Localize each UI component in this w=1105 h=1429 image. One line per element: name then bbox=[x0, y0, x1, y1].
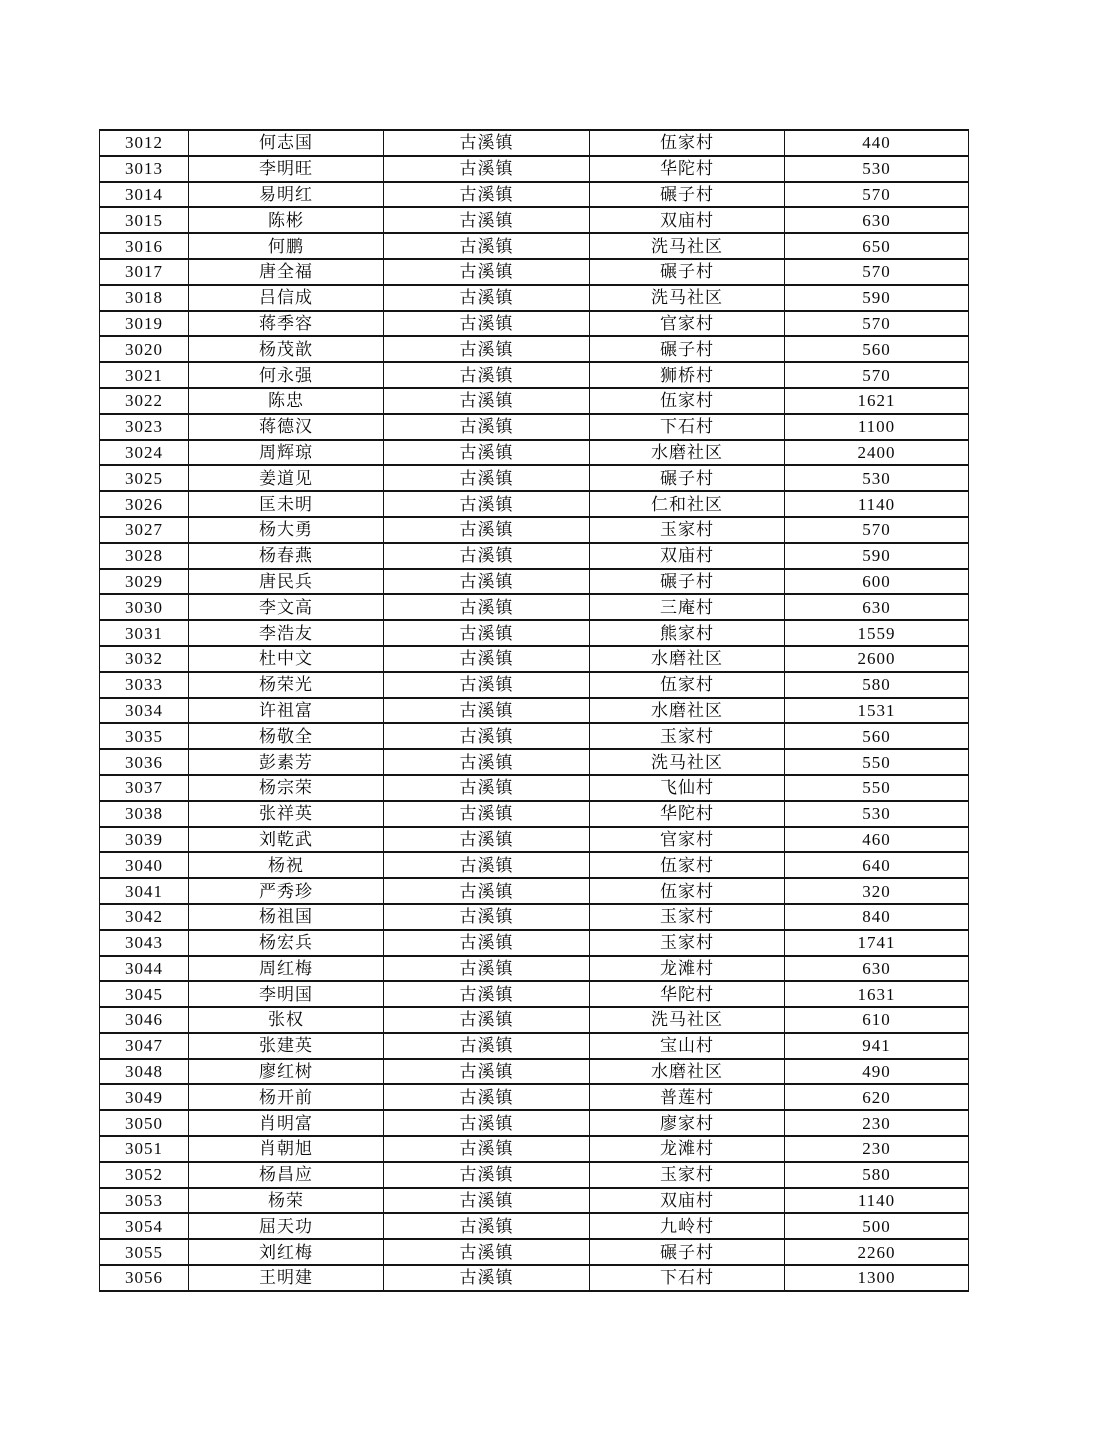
table-row bbox=[100, 285, 969, 311]
cell-town: 古溪镇 bbox=[384, 130, 590, 156]
cell-serial-number: 3053 bbox=[100, 1188, 189, 1214]
cell-town: 古溪镇 bbox=[384, 698, 590, 724]
cell-serial-number: 3052 bbox=[100, 1162, 189, 1188]
table-row bbox=[100, 156, 969, 182]
cell-village: 华陀村 bbox=[590, 156, 785, 182]
cell-serial-number: 3051 bbox=[100, 1136, 189, 1162]
table-row bbox=[100, 878, 969, 904]
cell-amount: 630 bbox=[785, 594, 969, 620]
cell-village: 伍家村 bbox=[590, 852, 785, 878]
cell-amount: 2400 bbox=[785, 440, 969, 466]
cell-person-name: 易明红 bbox=[189, 182, 384, 208]
cell-town: 古溪镇 bbox=[384, 749, 590, 775]
table-row bbox=[100, 1162, 969, 1188]
cell-village: 玉家村 bbox=[590, 904, 785, 930]
cell-serial-number: 3035 bbox=[100, 723, 189, 749]
cell-person-name: 何鹏 bbox=[189, 233, 384, 259]
cell-town: 古溪镇 bbox=[384, 981, 590, 1007]
cell-person-name: 王明建 bbox=[189, 1265, 384, 1291]
cell-serial-number: 3041 bbox=[100, 878, 189, 904]
table-row bbox=[100, 1239, 969, 1265]
cell-serial-number: 3046 bbox=[100, 1007, 189, 1033]
cell-amount: 440 bbox=[785, 130, 969, 156]
table-row bbox=[100, 827, 969, 853]
table-row bbox=[100, 930, 969, 956]
cell-serial-number: 3054 bbox=[100, 1213, 189, 1239]
table-row bbox=[100, 956, 969, 982]
cell-serial-number: 3040 bbox=[100, 852, 189, 878]
table-row bbox=[100, 620, 969, 646]
cell-village: 飞仙村 bbox=[590, 775, 785, 801]
table-row bbox=[100, 1084, 969, 1110]
table-row bbox=[100, 801, 969, 827]
cell-person-name: 杨茂歆 bbox=[189, 336, 384, 362]
cell-person-name: 杨敬全 bbox=[189, 723, 384, 749]
table-row bbox=[100, 1033, 969, 1059]
cell-person-name: 严秀珍 bbox=[189, 878, 384, 904]
cell-person-name: 杨春燕 bbox=[189, 543, 384, 569]
cell-village: 碾子村 bbox=[590, 182, 785, 208]
cell-town: 古溪镇 bbox=[384, 620, 590, 646]
cell-village: 龙滩村 bbox=[590, 1136, 785, 1162]
cell-serial-number: 3031 bbox=[100, 620, 189, 646]
cell-village: 洗马社区 bbox=[590, 1007, 785, 1033]
cell-amount: 530 bbox=[785, 156, 969, 182]
cell-serial-number: 3018 bbox=[100, 285, 189, 311]
cell-serial-number: 3023 bbox=[100, 414, 189, 440]
cell-village: 下石村 bbox=[590, 1265, 785, 1291]
cell-village: 伍家村 bbox=[590, 878, 785, 904]
table-row bbox=[100, 491, 969, 517]
cell-amount: 230 bbox=[785, 1136, 969, 1162]
cell-town: 古溪镇 bbox=[384, 440, 590, 466]
cell-town: 古溪镇 bbox=[384, 594, 590, 620]
cell-serial-number: 3044 bbox=[100, 956, 189, 982]
table-row bbox=[100, 1188, 969, 1214]
cell-serial-number: 3056 bbox=[100, 1265, 189, 1291]
cell-amount: 490 bbox=[785, 1059, 969, 1085]
cell-serial-number: 3021 bbox=[100, 362, 189, 388]
table-row bbox=[100, 517, 969, 543]
cell-village: 洗马社区 bbox=[590, 749, 785, 775]
cell-town: 古溪镇 bbox=[384, 1110, 590, 1136]
cell-person-name: 杨大勇 bbox=[189, 517, 384, 543]
cell-serial-number: 3034 bbox=[100, 698, 189, 724]
cell-person-name: 杨荣 bbox=[189, 1188, 384, 1214]
table-row bbox=[100, 130, 969, 156]
cell-amount: 1100 bbox=[785, 414, 969, 440]
cell-serial-number: 3049 bbox=[100, 1084, 189, 1110]
cell-town: 古溪镇 bbox=[384, 156, 590, 182]
cell-person-name: 张权 bbox=[189, 1007, 384, 1033]
cell-amount: 640 bbox=[785, 852, 969, 878]
cell-person-name: 张建英 bbox=[189, 1033, 384, 1059]
table-row bbox=[100, 569, 969, 595]
cell-person-name: 周红梅 bbox=[189, 956, 384, 982]
table-row bbox=[100, 646, 969, 672]
cell-serial-number: 3055 bbox=[100, 1239, 189, 1265]
cell-town: 古溪镇 bbox=[384, 1162, 590, 1188]
cell-town: 古溪镇 bbox=[384, 311, 590, 337]
cell-village: 洗马社区 bbox=[590, 285, 785, 311]
cell-person-name: 何志国 bbox=[189, 130, 384, 156]
cell-town: 古溪镇 bbox=[384, 1239, 590, 1265]
cell-town: 古溪镇 bbox=[384, 672, 590, 698]
cell-person-name: 蒋德汉 bbox=[189, 414, 384, 440]
cell-person-name: 杨祖国 bbox=[189, 904, 384, 930]
cell-amount: 320 bbox=[785, 878, 969, 904]
cell-town: 古溪镇 bbox=[384, 1084, 590, 1110]
cell-amount: 1631 bbox=[785, 981, 969, 1007]
table-row bbox=[100, 1265, 969, 1291]
cell-village: 官家村 bbox=[590, 311, 785, 337]
cell-village: 廖家村 bbox=[590, 1110, 785, 1136]
cell-village: 伍家村 bbox=[590, 672, 785, 698]
cell-town: 古溪镇 bbox=[384, 517, 590, 543]
table-row bbox=[100, 543, 969, 569]
cell-village: 双庙村 bbox=[590, 207, 785, 233]
table-row bbox=[100, 207, 969, 233]
cell-person-name: 张祥英 bbox=[189, 801, 384, 827]
cell-village: 宝山村 bbox=[590, 1033, 785, 1059]
table-row bbox=[100, 414, 969, 440]
cell-village: 三庵村 bbox=[590, 594, 785, 620]
cell-village: 熊家村 bbox=[590, 620, 785, 646]
table-row bbox=[100, 698, 969, 724]
data-table bbox=[99, 129, 969, 1292]
cell-serial-number: 3012 bbox=[100, 130, 189, 156]
cell-amount: 600 bbox=[785, 569, 969, 595]
table-row bbox=[100, 852, 969, 878]
cell-serial-number: 3042 bbox=[100, 904, 189, 930]
cell-person-name: 唐全福 bbox=[189, 259, 384, 285]
table-row bbox=[100, 749, 969, 775]
cell-person-name: 许祖富 bbox=[189, 698, 384, 724]
cell-person-name: 杨开前 bbox=[189, 1084, 384, 1110]
cell-person-name: 肖朝旭 bbox=[189, 1136, 384, 1162]
cell-amount: 580 bbox=[785, 1162, 969, 1188]
cell-person-name: 杜中文 bbox=[189, 646, 384, 672]
cell-amount: 630 bbox=[785, 207, 969, 233]
cell-town: 古溪镇 bbox=[384, 233, 590, 259]
cell-town: 古溪镇 bbox=[384, 491, 590, 517]
cell-town: 古溪镇 bbox=[384, 801, 590, 827]
cell-village: 华陀村 bbox=[590, 801, 785, 827]
cell-serial-number: 3030 bbox=[100, 594, 189, 620]
cell-town: 古溪镇 bbox=[384, 362, 590, 388]
cell-town: 古溪镇 bbox=[384, 646, 590, 672]
cell-town: 古溪镇 bbox=[384, 388, 590, 414]
table-body bbox=[100, 130, 969, 1291]
cell-amount: 1621 bbox=[785, 388, 969, 414]
cell-serial-number: 3048 bbox=[100, 1059, 189, 1085]
cell-village: 华陀村 bbox=[590, 981, 785, 1007]
cell-village: 水磨社区 bbox=[590, 440, 785, 466]
cell-town: 古溪镇 bbox=[384, 259, 590, 285]
cell-town: 古溪镇 bbox=[384, 1213, 590, 1239]
cell-serial-number: 3028 bbox=[100, 543, 189, 569]
cell-amount: 2260 bbox=[785, 1239, 969, 1265]
table-row bbox=[100, 1007, 969, 1033]
cell-person-name: 杨昌应 bbox=[189, 1162, 384, 1188]
cell-village: 洗马社区 bbox=[590, 233, 785, 259]
cell-amount: 840 bbox=[785, 904, 969, 930]
cell-amount: 1140 bbox=[785, 491, 969, 517]
cell-person-name: 李明旺 bbox=[189, 156, 384, 182]
table-row bbox=[100, 1213, 969, 1239]
cell-serial-number: 3026 bbox=[100, 491, 189, 517]
cell-person-name: 屈天功 bbox=[189, 1213, 384, 1239]
cell-village: 水磨社区 bbox=[590, 1059, 785, 1085]
cell-village: 碾子村 bbox=[590, 259, 785, 285]
cell-person-name: 李文高 bbox=[189, 594, 384, 620]
cell-serial-number: 3033 bbox=[100, 672, 189, 698]
cell-village: 玉家村 bbox=[590, 1162, 785, 1188]
cell-town: 古溪镇 bbox=[384, 723, 590, 749]
cell-serial-number: 3024 bbox=[100, 440, 189, 466]
cell-town: 古溪镇 bbox=[384, 1265, 590, 1291]
cell-amount: 460 bbox=[785, 827, 969, 853]
cell-serial-number: 3037 bbox=[100, 775, 189, 801]
cell-amount: 1559 bbox=[785, 620, 969, 646]
cell-village: 伍家村 bbox=[590, 388, 785, 414]
cell-town: 古溪镇 bbox=[384, 827, 590, 853]
cell-person-name: 陈彬 bbox=[189, 207, 384, 233]
cell-person-name: 杨祝 bbox=[189, 852, 384, 878]
cell-amount: 570 bbox=[785, 182, 969, 208]
table-row bbox=[100, 336, 969, 362]
cell-serial-number: 3013 bbox=[100, 156, 189, 182]
cell-amount: 580 bbox=[785, 672, 969, 698]
cell-town: 古溪镇 bbox=[384, 930, 590, 956]
cell-amount: 1140 bbox=[785, 1188, 969, 1214]
cell-village: 普莲村 bbox=[590, 1084, 785, 1110]
cell-serial-number: 3015 bbox=[100, 207, 189, 233]
cell-town: 古溪镇 bbox=[384, 1136, 590, 1162]
cell-amount: 620 bbox=[785, 1084, 969, 1110]
cell-amount: 570 bbox=[785, 259, 969, 285]
cell-town: 古溪镇 bbox=[384, 543, 590, 569]
cell-person-name: 李明国 bbox=[189, 981, 384, 1007]
cell-person-name: 肖明富 bbox=[189, 1110, 384, 1136]
cell-serial-number: 3039 bbox=[100, 827, 189, 853]
table-row bbox=[100, 1059, 969, 1085]
cell-amount: 570 bbox=[785, 517, 969, 543]
cell-person-name: 何永强 bbox=[189, 362, 384, 388]
cell-amount: 941 bbox=[785, 1033, 969, 1059]
cell-person-name: 蒋季容 bbox=[189, 311, 384, 337]
table-row bbox=[100, 259, 969, 285]
cell-village: 碾子村 bbox=[590, 569, 785, 595]
cell-town: 古溪镇 bbox=[384, 285, 590, 311]
cell-serial-number: 3027 bbox=[100, 517, 189, 543]
cell-amount: 560 bbox=[785, 723, 969, 749]
cell-town: 古溪镇 bbox=[384, 1033, 590, 1059]
cell-amount: 500 bbox=[785, 1213, 969, 1239]
table-row bbox=[100, 904, 969, 930]
cell-amount: 590 bbox=[785, 543, 969, 569]
cell-amount: 610 bbox=[785, 1007, 969, 1033]
cell-village: 官家村 bbox=[590, 827, 785, 853]
cell-town: 古溪镇 bbox=[384, 956, 590, 982]
cell-town: 古溪镇 bbox=[384, 775, 590, 801]
table-row bbox=[100, 775, 969, 801]
table-row bbox=[100, 723, 969, 749]
cell-serial-number: 3032 bbox=[100, 646, 189, 672]
cell-person-name: 杨宏兵 bbox=[189, 930, 384, 956]
table-row bbox=[100, 465, 969, 491]
cell-amount: 530 bbox=[785, 465, 969, 491]
cell-serial-number: 3047 bbox=[100, 1033, 189, 1059]
cell-amount: 570 bbox=[785, 362, 969, 388]
cell-amount: 630 bbox=[785, 956, 969, 982]
cell-amount: 550 bbox=[785, 775, 969, 801]
table-row bbox=[100, 440, 969, 466]
table-row bbox=[100, 1110, 969, 1136]
cell-town: 古溪镇 bbox=[384, 1059, 590, 1085]
cell-village: 下石村 bbox=[590, 414, 785, 440]
cell-person-name: 唐民兵 bbox=[189, 569, 384, 595]
table-row bbox=[100, 981, 969, 1007]
cell-person-name: 吕信成 bbox=[189, 285, 384, 311]
cell-serial-number: 3025 bbox=[100, 465, 189, 491]
cell-village: 仁和社区 bbox=[590, 491, 785, 517]
cell-person-name: 陈忠 bbox=[189, 388, 384, 414]
cell-amount: 1741 bbox=[785, 930, 969, 956]
cell-town: 古溪镇 bbox=[384, 1188, 590, 1214]
cell-village: 玉家村 bbox=[590, 930, 785, 956]
cell-amount: 230 bbox=[785, 1110, 969, 1136]
cell-village: 碾子村 bbox=[590, 336, 785, 362]
cell-serial-number: 3029 bbox=[100, 569, 189, 595]
cell-town: 古溪镇 bbox=[384, 414, 590, 440]
cell-village: 伍家村 bbox=[590, 130, 785, 156]
table-row bbox=[100, 182, 969, 208]
cell-amount: 560 bbox=[785, 336, 969, 362]
cell-serial-number: 3019 bbox=[100, 311, 189, 337]
cell-serial-number: 3016 bbox=[100, 233, 189, 259]
cell-village: 九岭村 bbox=[590, 1213, 785, 1239]
cell-town: 古溪镇 bbox=[384, 852, 590, 878]
cell-town: 古溪镇 bbox=[384, 878, 590, 904]
cell-person-name: 周辉琼 bbox=[189, 440, 384, 466]
cell-town: 古溪镇 bbox=[384, 207, 590, 233]
cell-amount: 650 bbox=[785, 233, 969, 259]
cell-person-name: 杨荣光 bbox=[189, 672, 384, 698]
cell-town: 古溪镇 bbox=[384, 336, 590, 362]
cell-town: 古溪镇 bbox=[384, 1007, 590, 1033]
cell-serial-number: 3014 bbox=[100, 182, 189, 208]
cell-amount: 550 bbox=[785, 749, 969, 775]
cell-village: 双庙村 bbox=[590, 1188, 785, 1214]
cell-person-name: 姜道见 bbox=[189, 465, 384, 491]
table-row bbox=[100, 362, 969, 388]
cell-amount: 1531 bbox=[785, 698, 969, 724]
cell-amount: 2600 bbox=[785, 646, 969, 672]
cell-village: 玉家村 bbox=[590, 723, 785, 749]
cell-person-name: 匡未明 bbox=[189, 491, 384, 517]
cell-village: 狮桥村 bbox=[590, 362, 785, 388]
cell-village: 龙滩村 bbox=[590, 956, 785, 982]
cell-person-name: 李浩友 bbox=[189, 620, 384, 646]
cell-person-name: 彭素芳 bbox=[189, 749, 384, 775]
table-row bbox=[100, 311, 969, 337]
cell-serial-number: 3038 bbox=[100, 801, 189, 827]
cell-serial-number: 3045 bbox=[100, 981, 189, 1007]
cell-person-name: 廖红树 bbox=[189, 1059, 384, 1085]
cell-person-name: 杨宗荣 bbox=[189, 775, 384, 801]
cell-serial-number: 3022 bbox=[100, 388, 189, 414]
cell-person-name: 刘红梅 bbox=[189, 1239, 384, 1265]
cell-serial-number: 3020 bbox=[100, 336, 189, 362]
cell-serial-number: 3050 bbox=[100, 1110, 189, 1136]
cell-amount: 530 bbox=[785, 801, 969, 827]
cell-village: 双庙村 bbox=[590, 543, 785, 569]
cell-village: 碾子村 bbox=[590, 465, 785, 491]
cell-person-name: 刘乾武 bbox=[189, 827, 384, 853]
cell-village: 水磨社区 bbox=[590, 646, 785, 672]
cell-town: 古溪镇 bbox=[384, 182, 590, 208]
cell-village: 水磨社区 bbox=[590, 698, 785, 724]
cell-amount: 1300 bbox=[785, 1265, 969, 1291]
cell-amount: 570 bbox=[785, 311, 969, 337]
table-row bbox=[100, 594, 969, 620]
cell-serial-number: 3017 bbox=[100, 259, 189, 285]
table-row bbox=[100, 1136, 969, 1162]
cell-village: 碾子村 bbox=[590, 1239, 785, 1265]
cell-amount: 590 bbox=[785, 285, 969, 311]
table-row bbox=[100, 672, 969, 698]
cell-serial-number: 3043 bbox=[100, 930, 189, 956]
cell-town: 古溪镇 bbox=[384, 465, 590, 491]
cell-town: 古溪镇 bbox=[384, 904, 590, 930]
cell-town: 古溪镇 bbox=[384, 569, 590, 595]
table-row bbox=[100, 233, 969, 259]
cell-village: 玉家村 bbox=[590, 517, 785, 543]
cell-serial-number: 3036 bbox=[100, 749, 189, 775]
table-row bbox=[100, 388, 969, 414]
